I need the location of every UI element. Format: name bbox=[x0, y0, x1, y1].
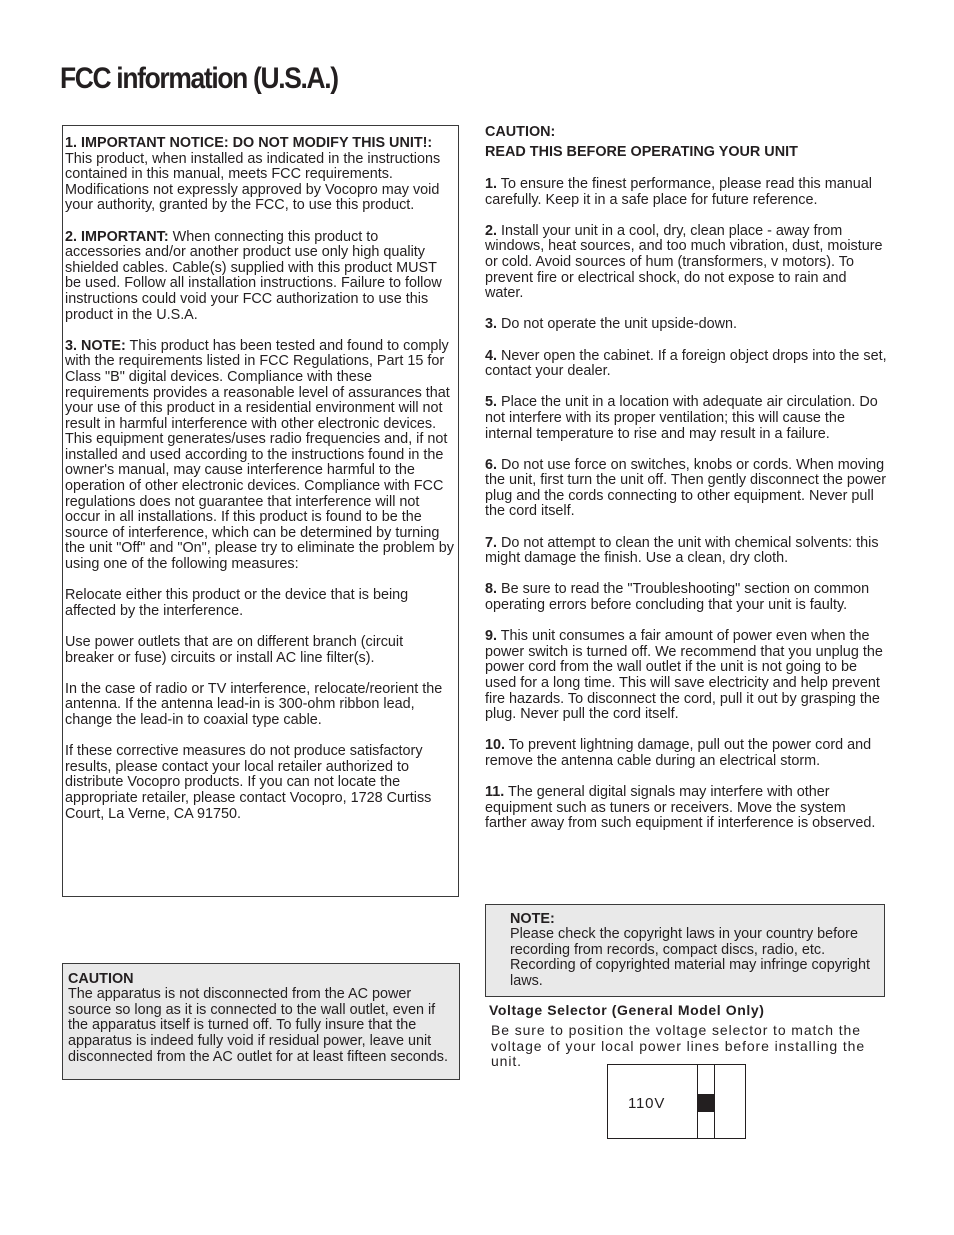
fcc-notice-box bbox=[62, 125, 459, 897]
safety-item bbox=[485, 317, 887, 333]
fcc-paragraph-4: Relocate either this product or the device that is being affected by the interference. bbox=[65, 587, 409, 619]
safety-item bbox=[485, 224, 887, 302]
safety-item-number: 6. bbox=[485, 456, 498, 473]
safety-item-number: 2. bbox=[485, 222, 498, 239]
fcc-paragraph-7: If these corrective measures do not produce satisfactory results, please contact your local retailer authorized to distribute Vocopro products. If you can not locate the appropriate retailer, please contact Vocopro, 1728 Curtiss Court, La Verne, CA 91750. bbox=[65, 743, 432, 822]
safety-item-text: Install your unit in a cool, dry, clean place - away from windows, heat sources, and too much vibration, dust, moisture or cold. Avoid sources of hum (transformers, v motors). To prevent fire or electrical shock, do not expose to rain and water. bbox=[485, 222, 883, 302]
voltage-selector-switch-label: 110V bbox=[628, 1095, 666, 1112]
caution-box-label: CAUTION bbox=[68, 971, 134, 987]
safety-item bbox=[485, 738, 887, 769]
caution-box-text: The apparatus is not disconnected from the AC power source so long as it is connected to the wall outlet, even if the apparatus itself is turned off. To fully insure that the apparatus is indeed fully void if residual power, leave unit disconnected from the AC outlet for at least fifteen seconds. bbox=[68, 986, 448, 1065]
voltage-selector-text: Be sure to position the voltage selector to match the voltage of your local power lines before installing the unit. bbox=[491, 1022, 866, 1070]
safety-item-number: 5. bbox=[485, 394, 498, 411]
safety-item bbox=[485, 458, 887, 520]
fcc-paragraph-2-label: 2. IMPORTANT: bbox=[65, 228, 169, 245]
safety-item bbox=[485, 629, 887, 723]
fcc-paragraph-1-label: 1. IMPORTANT NOTICE: DO NOT MODIFY THIS UNIT!: bbox=[65, 135, 433, 151]
safety-item-text: To prevent lightning damage, pull out the power cord and remove the antenna cable during an electrical storm. bbox=[485, 737, 872, 769]
caution-box bbox=[62, 963, 460, 1080]
safety-item-number: 9. bbox=[485, 628, 498, 645]
fcc-paragraph-2-text: When connecting this product to accessories and/or another product use only high quality shielded cables. Cable(s) supplied with this product MUST be used. Follow all installation instructions. Failure to follow instructions could void your FCC authorization to use this product in the U.S.A. bbox=[65, 228, 442, 323]
voltage-selector-switch-knob bbox=[698, 1094, 714, 1112]
safety-instructions bbox=[485, 122, 887, 848]
note-box bbox=[485, 904, 885, 997]
safety-item-number: 3. bbox=[485, 316, 498, 333]
safety-item-number: 4. bbox=[485, 347, 498, 364]
safety-item-number: 10. bbox=[485, 737, 506, 754]
safety-item-text: Never open the cabinet. If a foreign object drops into the set, contact your dealer. bbox=[485, 347, 887, 380]
safety-item-text: Do not attempt to clean the unit with chemical solvents: this might damage the finish. Use a clean, dry cloth. bbox=[485, 534, 879, 567]
safety-item bbox=[485, 349, 887, 380]
safety-item-text: To ensure the finest performance, please read this manual carefully. Keep it in a safe place for future reference. bbox=[485, 176, 872, 208]
safety-item-text: Do not use force on switches, knobs or cords. When moving the unit, first turn the unit off. Then gently disconnect the power plug and the cords connecting to other equipment. Never pull the cord itself. bbox=[485, 456, 887, 520]
fcc-paragraph-6: In the case of radio or TV interference, relocate/reorient the antenna. If the antenna lead-in is 300-ohm ribbon lead, change the lead-in to coaxial type cable. bbox=[65, 680, 443, 728]
safety-item-text: Place the unit in a location with adequate air circulation. Do not interfere with its proper ventilation; this will cause the internal temperature to rise and may result in a failure. bbox=[485, 394, 878, 442]
safety-item-text: Be sure to read the "Troubleshooting" section on common operating errors before concluding that your unit is faulty. bbox=[485, 581, 870, 614]
fcc-paragraph-1 bbox=[65, 136, 454, 214]
safety-item-text: The general digital signals may interfere with other equipment such as tuners or receivers. Move the system farther away from such equipment if interference is observed. bbox=[485, 784, 876, 832]
safety-item-text: Do not operate the unit upside-down. bbox=[497, 316, 738, 333]
fcc-paragraph-3 bbox=[65, 339, 454, 573]
fcc-paragraph-1-text: This product, when installed as indicated in the instructions contained in this manual, meets FCC requirements. Modifications not expressly approved by Vocopro may void your authority, granted by the FCC, to use this product. bbox=[65, 150, 441, 214]
safety-item bbox=[485, 536, 887, 567]
safety-item bbox=[485, 395, 887, 442]
safety-item-text: This unit consumes a fair amount of power even when the power switch is turned off. We recommend that you unplug the power cord from the wall outlet if the unit is not going to be used for a long time. This will save electricity and help prevent fire hazards. To disconnect the cord, pull it out by grasping the plug. Never pull the cord itself. bbox=[485, 628, 883, 723]
note-box-text: Please check the copyright laws in your country before recording from records, compact discs, radio, etc. Recording of copyrighted material may infringe copyright laws. bbox=[510, 926, 870, 989]
safety-item-number: 1. bbox=[485, 176, 498, 192]
fcc-paragraph-3-label: 3. NOTE: bbox=[65, 337, 126, 354]
safety-item bbox=[485, 582, 887, 613]
voltage-selector-title: Voltage Selector (General Model Only) bbox=[489, 1002, 765, 1018]
safety-heading-read: READ THIS BEFORE OPERATING YOUR UNIT bbox=[485, 144, 798, 160]
safety-item-number: 8. bbox=[485, 581, 498, 598]
safety-item-number: 7. bbox=[485, 534, 498, 551]
safety-heading-caution: CAUTION: bbox=[485, 124, 556, 140]
safety-item-list bbox=[485, 177, 887, 832]
safety-item bbox=[485, 785, 887, 832]
safety-item bbox=[485, 177, 887, 208]
page-title: FCC information (U.S.A.) bbox=[60, 62, 338, 95]
voltage-selector-switch-track bbox=[697, 1064, 715, 1139]
voltage-selector-switch-diagram bbox=[607, 1064, 746, 1139]
fcc-paragraph-5: Use power outlets that are on different branch (circuit breaker or fuse) circuits or install AC line filter(s). bbox=[65, 634, 404, 666]
safety-item-number: 11. bbox=[485, 784, 505, 801]
note-box-label: NOTE: bbox=[510, 911, 555, 927]
fcc-paragraph-3-text: This product has been tested and found to comply with the requirements listed in FCC Regulations, Part 15 for Class "B" digital devices. Compliance with these requirements provides a reasonable level of assurances that your use of this product in a residential environment will not result in harmful interference with other electronic devices. This equipment generates/uses radio frequencies and, if not installed and used according to the instructions found in the owner's manual, may cause interference harmful to the operation of other electronic devices. Compliance with FCC regulations does not guarantee that interference will not occur in all installations. If this product is found to be the source of interference, which can be determined by turning the unit "Off" and "On", please try to eliminate the problem by using one of the following measures: bbox=[65, 337, 454, 573]
fcc-paragraph-2 bbox=[65, 230, 454, 324]
